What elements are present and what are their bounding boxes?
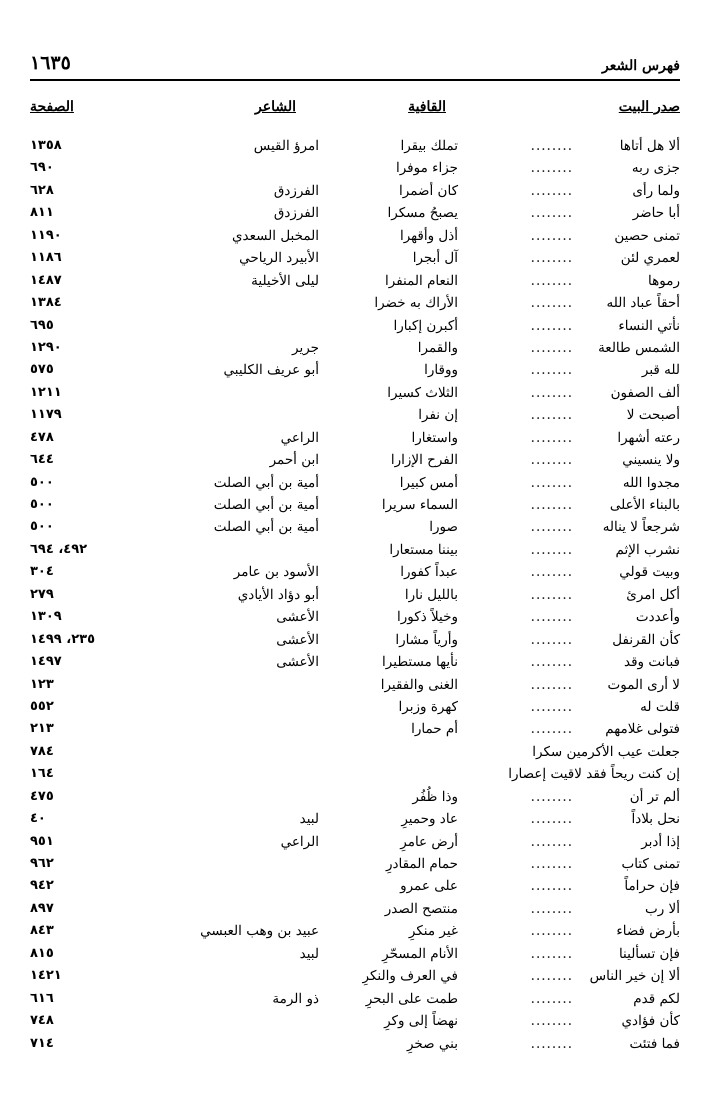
running-title: فهرس الشعر <box>602 58 680 74</box>
verse-opening: إذا أدبر <box>641 833 680 850</box>
verse-opening: فتولى غلامهم <box>605 721 680 738</box>
page-ref: ٦١٦ <box>30 990 54 1006</box>
table-row <box>0 136 708 158</box>
poet: الفرزدق <box>273 205 319 222</box>
verse-opening: فإن حراماً <box>624 878 680 895</box>
page-ref: ٥٧٥ <box>30 362 54 378</box>
page-ref: ٣٠٤ <box>30 564 54 580</box>
table-row <box>0 1034 708 1056</box>
page-ref: ١٤٩٧ <box>30 654 62 670</box>
verse-opening: لا أرى الموت <box>607 676 680 693</box>
leader-dots: ........ <box>530 676 573 693</box>
verse-opening: رعته أشهرا <box>617 429 680 446</box>
rhyme: السماء سريرا <box>381 497 458 513</box>
page-ref: ١٣٠٩ <box>30 609 62 625</box>
index-table <box>0 136 708 1056</box>
table-row <box>0 809 708 831</box>
column-header-page: الصفحة <box>30 99 74 115</box>
page-ref: ٥٠٠ <box>30 474 54 490</box>
table-row <box>0 675 708 697</box>
table-row <box>0 966 708 988</box>
page-ref: ٧٨٤ <box>30 743 54 759</box>
rhyme: النعام المنفرا <box>385 272 458 289</box>
table-row <box>0 787 708 809</box>
leader-dots: ........ <box>530 878 573 895</box>
rhyme: منتصح الصدر <box>384 900 458 917</box>
leader-dots: ........ <box>530 160 573 177</box>
page-ref: ٦٩٥ <box>30 317 54 333</box>
leader-dots: ........ <box>530 900 573 917</box>
table-row <box>0 854 708 876</box>
poet: الأسود بن عامر <box>233 564 319 581</box>
page-ref: ٩٦٢ <box>30 856 54 871</box>
verse-opening: وأعددت <box>635 609 680 626</box>
leader-dots: ........ <box>530 586 573 603</box>
poet: الأعشى <box>276 654 319 671</box>
rhyme: في العرف والنكرِ <box>362 968 458 985</box>
rhyme: إن نفرا <box>418 407 458 424</box>
page-ref: ٦٤٤ <box>30 452 54 468</box>
verse-opening: جزى ربه <box>631 160 680 177</box>
page-ref: ٨٩٧ <box>30 900 54 916</box>
verse-opening: ألا هل أتاها <box>619 138 680 154</box>
verse-opening: مجدوا الله <box>622 474 680 491</box>
page-ref: ٨١٥ <box>30 945 54 961</box>
rhyme: كان أضمرا <box>399 182 458 199</box>
poet: ذو الرمة <box>272 990 319 1007</box>
table-row <box>0 1011 708 1033</box>
verse-opening: ألا إن خير الناس <box>589 968 680 985</box>
page-number: ١٦٣٥ <box>30 52 71 74</box>
verse-opening: كأن فؤادي <box>621 1013 680 1030</box>
table-row <box>0 697 708 719</box>
page-ref: ٦٢٨ <box>30 182 54 198</box>
table-row <box>0 899 708 921</box>
page-ref: ١٢٩٠ <box>30 339 62 355</box>
table-row <box>0 360 708 382</box>
poet: الأعشى <box>276 609 319 626</box>
page-ref: ١٢١١ <box>30 384 62 400</box>
table-row <box>0 719 708 741</box>
verse-opening: ألا رب <box>645 900 680 917</box>
verse-opening: لكم قدم <box>633 990 680 1007</box>
table-row <box>0 517 708 539</box>
leader-dots: ........ <box>530 945 573 962</box>
table-row <box>0 944 708 966</box>
rhyme: بيننا مستعارا <box>389 541 458 558</box>
rhyme: حمام المقادرِ <box>385 856 458 872</box>
leader-dots: ........ <box>530 811 573 828</box>
page-ref: ٢٧٩ <box>30 586 54 602</box>
leader-dots: ........ <box>530 429 573 446</box>
rhyme: وخيلاً ذكورا <box>397 609 458 626</box>
rhyme: يصبحُ مسكرا <box>387 205 458 222</box>
table-row <box>0 248 708 270</box>
table-row <box>0 562 708 584</box>
leader-dots: ........ <box>530 362 573 379</box>
verse-opening: أصبحت لا <box>626 407 680 424</box>
verse-opening: إن كنت ريحاً فقد لاقيت إعصارا <box>508 766 680 783</box>
rhyme: الغنى والفقيرا <box>380 676 458 693</box>
table-row <box>0 158 708 180</box>
leader-dots: ........ <box>530 654 573 671</box>
rhyme: عبداً كفورا <box>400 564 458 581</box>
page-ref: ٨٤٣ <box>30 923 54 939</box>
page-ref: ٤٠ <box>30 811 46 827</box>
page-ref: ١١٨٦ <box>30 250 62 266</box>
table-row <box>0 428 708 450</box>
page-ref: ١١٧٩ <box>30 407 62 423</box>
poet: عبيد بن وهب العبسي <box>200 923 319 940</box>
table-row <box>0 203 708 225</box>
leader-dots: ........ <box>530 968 573 985</box>
verse-opening: فبانت وقد <box>623 654 680 671</box>
rhyme: عاد وحميرِ <box>401 811 458 828</box>
rhyme: والقمرا <box>417 339 458 356</box>
leader-dots: ........ <box>530 250 573 267</box>
rhyme: وذا ظُفُر <box>412 788 458 805</box>
verse-opening: شرجعاً لا يناله <box>602 519 680 536</box>
poet: الأعشى <box>276 631 319 648</box>
table-row <box>0 271 708 293</box>
poet: الراعي <box>280 429 319 446</box>
page-ref: ٤٩٢، ٦٩٤ <box>30 541 88 557</box>
verse-opening: أبا حاضر <box>632 205 680 222</box>
verse-opening: أكل امرئ <box>626 586 680 603</box>
leader-dots: ........ <box>530 205 573 222</box>
leader-dots: ........ <box>530 990 573 1007</box>
table-row <box>0 473 708 495</box>
rhyme: أكبرن إكبارا <box>393 317 458 334</box>
rhyme: أذل وأقهرا <box>399 227 458 244</box>
rhyme: وأرياً مشارا <box>395 631 458 648</box>
leader-dots: ........ <box>530 833 573 850</box>
leader-dots: ........ <box>530 497 573 513</box>
page-ref: ٥٠٠ <box>30 497 54 512</box>
poet: ابن أحمر <box>269 452 319 469</box>
poet: لبيد <box>299 945 319 962</box>
table-row <box>0 876 708 898</box>
leader-dots: ........ <box>530 452 573 469</box>
page-ref: ١١٩٠ <box>30 227 62 243</box>
leader-dots: ........ <box>530 182 573 199</box>
page-ref: ١٣٨٤ <box>30 295 62 311</box>
page-ref: ٥٥٢ <box>30 698 54 714</box>
page-ref: ٧١٤ <box>30 1035 54 1051</box>
verse-opening: بأرض فضاء <box>616 923 680 940</box>
verse-opening: الشمس طالعة <box>598 339 680 356</box>
table-row <box>0 764 708 786</box>
leader-dots: ........ <box>530 317 573 334</box>
poet: أبو دؤاد الأيادي <box>237 586 319 603</box>
rhyme: آل أبجرا <box>412 250 458 267</box>
page-ref: ٤٧٥ <box>30 788 54 804</box>
table-row <box>0 540 708 562</box>
table-row <box>0 652 708 674</box>
rhyme: جزاء موفرا <box>395 160 458 177</box>
poet: جرير <box>292 339 319 356</box>
table-row <box>0 405 708 427</box>
verse-opening: تمنى كتاب <box>621 856 680 872</box>
poet: الراعي <box>280 833 319 850</box>
page-ref: ٢٣٥، ١٤٩٩ <box>30 631 96 647</box>
leader-dots: ........ <box>530 541 573 558</box>
poet: امرؤ القيس <box>253 138 319 154</box>
poet: المخبل السعدي <box>231 227 319 244</box>
verse-opening: فما فتئت <box>629 1035 680 1052</box>
table-row <box>0 226 708 248</box>
table-row <box>0 316 708 338</box>
verse-opening: تمنى حصين <box>614 227 680 244</box>
table-row <box>0 585 708 607</box>
poet: لبيد <box>299 811 319 828</box>
leader-dots: ........ <box>530 698 573 715</box>
page-ref: ١٦٤ <box>30 766 54 782</box>
page-ref: ٦٩٠ <box>30 160 54 176</box>
leader-dots: ........ <box>530 519 573 536</box>
rhyme: الثلاث كسيرا <box>387 384 458 401</box>
leader-dots: ........ <box>530 631 573 648</box>
poet: ليلى الأخيلية <box>251 272 319 289</box>
header-rule <box>30 79 680 81</box>
verse-opening: وبيت قولي <box>619 564 680 581</box>
verse-opening: كأن القرنفل <box>612 631 680 648</box>
table-row <box>0 293 708 315</box>
leader-dots: ........ <box>530 788 573 805</box>
table-row <box>0 832 708 854</box>
page-ref: ٩٥١ <box>30 833 54 849</box>
table-row <box>0 921 708 943</box>
rhyme: أمس كبيرا <box>399 474 458 491</box>
page-ref: ٩٤٢ <box>30 878 54 894</box>
rhyme: الأراك به خضرا <box>374 295 458 312</box>
verse-opening: بالبناء الأعلى <box>609 497 680 513</box>
page-ref: ٤٧٨ <box>30 429 54 445</box>
rhyme: صورا <box>429 519 458 536</box>
verse-opening: نشرب الإثم <box>615 541 680 558</box>
column-header-sadr: صدر البيت <box>618 99 680 115</box>
verse-opening: رموها <box>648 272 680 289</box>
leader-dots: ........ <box>530 339 573 356</box>
rhyme: أم حمارا <box>411 721 458 738</box>
leader-dots: ........ <box>530 272 573 289</box>
page-ref: ٧٤٨ <box>30 1013 54 1029</box>
verse-opening: ألم تر أن <box>629 788 680 805</box>
verse-opening: قلت له <box>640 698 680 715</box>
rhyme: نأيها مستطيرا <box>382 654 458 671</box>
verse-opening: لله قبر <box>641 362 680 379</box>
leader-dots: ........ <box>530 384 573 401</box>
verse-opening: ولما رأى <box>632 182 680 199</box>
poet: الأبيرد الرياحي <box>239 250 319 267</box>
leader-dots: ........ <box>530 1013 573 1030</box>
table-row <box>0 450 708 472</box>
table-row <box>0 742 708 764</box>
table-row <box>0 607 708 629</box>
page-ref: ٨١١ <box>30 205 54 221</box>
column-header-qafia: القافية <box>408 99 446 115</box>
table-row <box>0 630 708 652</box>
poet: أمية بن أبي الصلت <box>213 474 319 491</box>
verse-opening: نحل بلاداً <box>631 811 680 828</box>
page-header <box>30 52 680 76</box>
verse-opening: نأتي النساء <box>618 317 680 334</box>
rhyme: الفرح الإزارا <box>390 452 458 469</box>
poet: الفرزدق <box>273 182 319 199</box>
leader-dots: ........ <box>530 407 573 424</box>
verse-opening: أحقاً عباد الله <box>606 295 680 312</box>
poet: أمية بن أبي الصلت <box>213 519 319 536</box>
poet: أبو عريف الكليبي <box>223 362 319 379</box>
leader-dots: ........ <box>530 721 573 738</box>
leader-dots: ........ <box>530 609 573 626</box>
rhyme: طمت على البحرِ <box>365 990 458 1007</box>
leader-dots: ........ <box>530 295 573 312</box>
rhyme: تملك بيقرا <box>400 138 458 154</box>
rhyme: ووقارا <box>424 362 458 379</box>
page-ref: ١٢٣ <box>30 676 54 692</box>
table-row <box>0 495 708 517</box>
table-row <box>0 181 708 203</box>
leader-dots: ........ <box>530 474 573 491</box>
verse-opening: ولا ينسيني <box>622 452 680 469</box>
table-row <box>0 338 708 360</box>
poet: أمية بن أبي الصلت <box>213 497 319 513</box>
table-row <box>0 383 708 405</box>
rhyme: على عمرو <box>400 878 458 895</box>
leader-dots: ........ <box>530 138 573 154</box>
rhyme: الأنام المسحّرِ <box>382 945 458 962</box>
leader-dots: ........ <box>530 923 573 940</box>
page-ref: ٥٠٠ <box>30 519 54 535</box>
verse-opening: جعلت عيب الأكرمين سكرا <box>532 743 680 760</box>
page-ref: ٢١٣ <box>30 721 54 737</box>
verse-opening: فإن تسألينا <box>618 945 680 962</box>
rhyme: غير منكرِ <box>408 923 458 940</box>
rhyme: بالليل نارا <box>404 586 458 603</box>
rhyme: واستغارا <box>411 429 458 446</box>
leader-dots: ........ <box>530 856 573 872</box>
rhyme: نهضاً إلى وكرِ <box>384 1013 458 1030</box>
leader-dots: ........ <box>530 564 573 581</box>
column-header-shaer: الشاعر <box>255 99 296 115</box>
leader-dots: ........ <box>530 1035 573 1052</box>
page-ref: ١٣٥٨ <box>30 138 62 153</box>
table-row <box>0 989 708 1011</box>
rhyme: بني صخرِ <box>406 1035 458 1052</box>
rhyme: أرض عامرِ <box>400 833 458 850</box>
verse-opening: ألف الصفون <box>610 384 680 401</box>
rhyme: كهرة وزبرا <box>398 698 458 715</box>
verse-opening: لعمري لئن <box>620 250 680 267</box>
page-ref: ١٤٨٧ <box>30 272 62 288</box>
page-ref: ١٤٢١ <box>30 968 62 984</box>
leader-dots: ........ <box>530 227 573 244</box>
